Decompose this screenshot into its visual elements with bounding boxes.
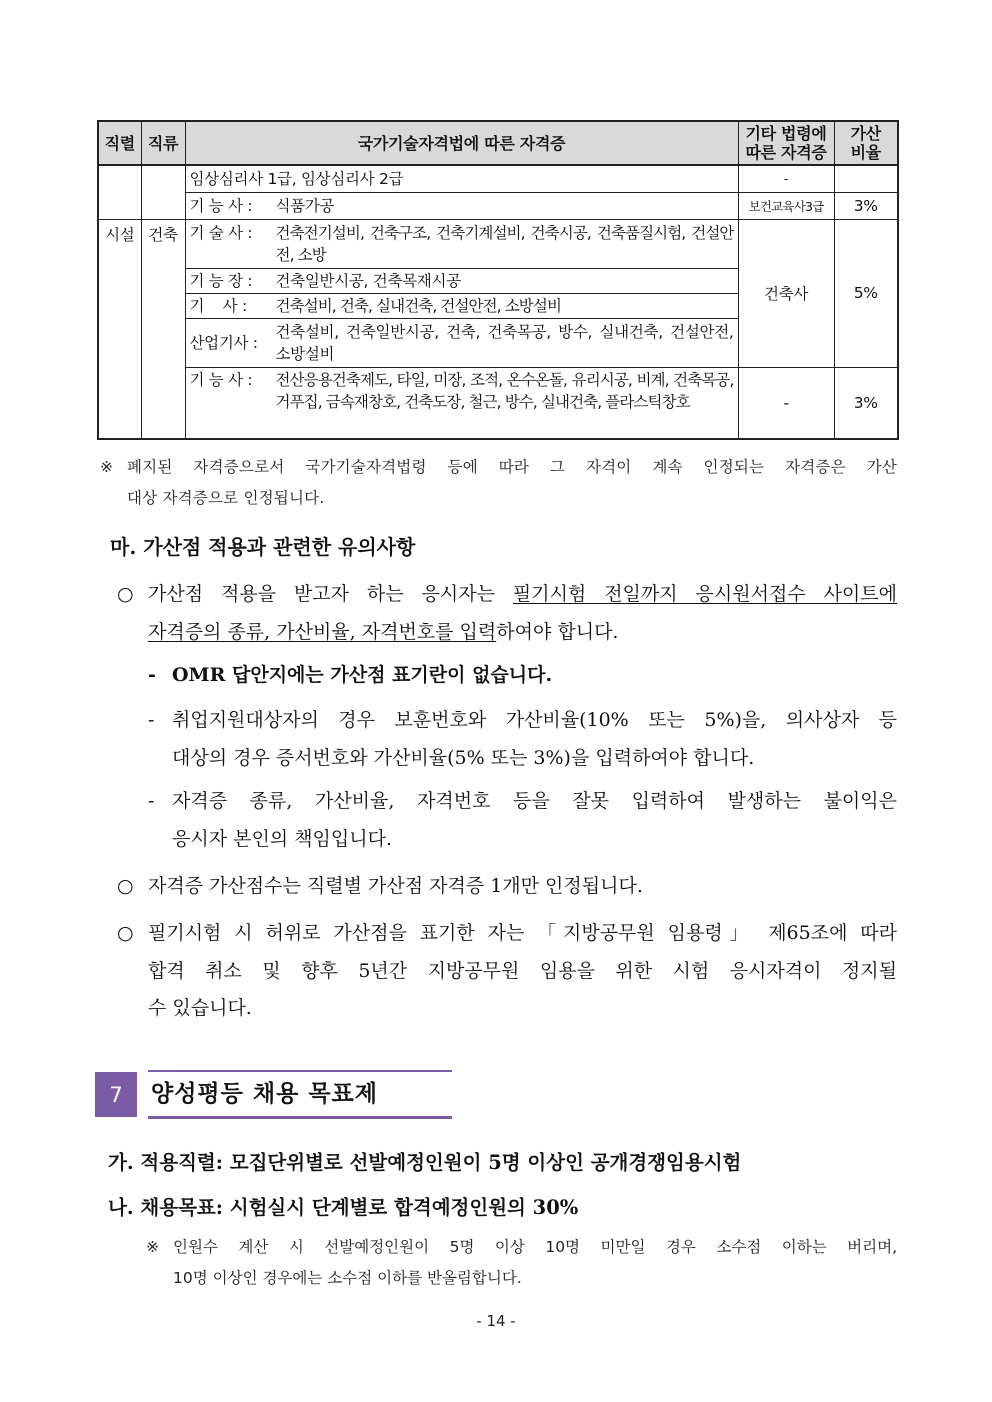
section-heading: 마. 가산점 적용과 관련한 유의사항 xyxy=(110,535,416,559)
cell-rate: 3% xyxy=(834,192,898,219)
page-number: - 14 - xyxy=(476,1312,516,1330)
bullet-circle: ○ xyxy=(117,875,134,897)
qual-text: 건축설비, 건축일반시공, 건축, 건축목공, 방수, 실내건축, 건설안전, 소방설비 xyxy=(275,323,734,363)
underlined-text: 필기시험 전일까지 응시원서접수 사이트에 xyxy=(512,583,897,605)
note-line: 인원수 계산 시 선발예정인원이 5명 이상 10명 미만일 경우 소수점 이하는 버리며, xyxy=(173,1238,897,1256)
dash-line: 응시자 본인의 책임입니다. xyxy=(172,827,393,850)
bullet-text: 하여야 합니다. xyxy=(496,620,619,643)
bullet-line xyxy=(117,576,897,614)
cell-industrial-engineer xyxy=(185,318,738,367)
qual-label: 산업기사 : xyxy=(189,334,263,352)
qual-text: 건축전기설비, 건축구조, 건축기계설비, 건축시공, 건축품질시험, 건설안전, 소방 xyxy=(275,224,734,264)
cell-other-law: - xyxy=(738,165,834,192)
cell-other-law: - xyxy=(738,367,834,439)
qual-text: 건축일반시공, 건축목재시공 xyxy=(275,272,461,290)
dash-mark: - xyxy=(148,790,155,812)
bullet-circle: ○ xyxy=(117,583,134,605)
header-other-law xyxy=(738,121,834,165)
header-rate xyxy=(834,121,898,165)
table-row xyxy=(98,219,898,268)
dash-line: 대상의 경우 증서번호와 가산비율(5% 또는 3%)을 입력하여야 합니다. xyxy=(172,746,755,769)
cell-clinical-psychologist xyxy=(185,165,738,192)
qual-text: 건축설비, 건축, 실내건축, 건설안전, 소방설비 xyxy=(275,297,562,315)
cell-rate-empty xyxy=(834,165,898,192)
section-title: 양성평등 채용 목표제 xyxy=(151,1081,378,1107)
cell-other-architect: 건축사 xyxy=(738,219,834,367)
dash-item xyxy=(148,702,897,777)
table-row xyxy=(98,192,898,219)
cell-rate: 3% xyxy=(834,367,898,439)
cell-field-architecture: 건축 xyxy=(141,219,185,439)
subsection-ga: 가. 적용직렬: 모집단위별로 선발예정인원이 5명 이상인 공개경쟁임용시험 xyxy=(108,1151,742,1174)
header-rank: 직렬 xyxy=(98,121,141,165)
qual-text: 전산응용건축제도, 타일, 미장, 조적, 온수온돌, 유리시공, 비계, 건축목공, 거푸집, 금속재창호, 건축도장, 철근, 방수, 실내건축, 플라스틱창호 xyxy=(275,370,734,411)
section-number-badge: 7 xyxy=(95,1072,137,1117)
header-field: 직류 xyxy=(141,121,185,165)
qualification-table xyxy=(97,120,899,440)
cell-food-processing xyxy=(185,192,738,219)
dash-item xyxy=(148,657,897,695)
note-line: 10명 이상인 경우에는 소수점 이하를 반올림합니다. xyxy=(173,1269,522,1287)
subsection-na: 나. 채용목표: 시험실시 단계별로 합격예정인원의 30% xyxy=(108,1196,579,1219)
bullet-line: 수 있습니다. xyxy=(148,997,252,1019)
cell-other-law: 보건교육사3급 xyxy=(738,192,834,219)
bullet-line: 자격증 가산점수는 직렬별 가산점 자격증 1개만 인정됩니다. xyxy=(148,875,643,897)
section-title-bottom-rule xyxy=(148,1116,452,1119)
header-rate-line2: 비율 xyxy=(850,143,881,162)
header-other-line2: 따른 자격증 xyxy=(745,143,827,162)
cell-rank-empty xyxy=(98,165,141,219)
qual-label: 기 사 : xyxy=(189,297,252,315)
dash-text: OMR 답안지에는 가산점 표기란이 없습니다. xyxy=(172,664,553,686)
table-header-row xyxy=(98,121,898,165)
qual-label: 기 술 사 : xyxy=(189,224,257,242)
reference-mark: ※ xyxy=(146,1238,159,1256)
bullet-text: 가산점 적용을 받고자 하는 응시자는 xyxy=(148,583,513,605)
cell-rank-facility: 시설 xyxy=(98,219,141,439)
qual-label: 기 능 사 : xyxy=(189,197,257,215)
dash-mark: - xyxy=(148,664,156,686)
bullet-item xyxy=(117,868,897,906)
bullet-line: 합격 취소 및 향후 5년간 지방공무원 임용을 위한 시험 응시자격이 정지될 xyxy=(148,959,897,982)
dash-line: 자격증 종류, 가산비율, 자격번호 등을 잘못 입력하여 발생하는 불이익은 xyxy=(172,790,897,812)
underlined-text: 자격증의 종류, 가산비율, 자격번호를 입력 xyxy=(148,620,497,643)
cell-master-craftsman xyxy=(185,268,738,293)
header-rate-line1: 가산 xyxy=(850,124,881,143)
cell-field-empty xyxy=(141,165,185,219)
note-line: 폐지된 자격증으로서 국가기술자격법령 등에 따라 그 자격이 계속 인정되는 자격증은 가산 xyxy=(127,458,897,476)
table-row xyxy=(98,165,898,192)
cell-craftsman xyxy=(185,367,738,439)
dash-item xyxy=(148,783,897,858)
cell-engineer xyxy=(185,293,738,318)
note-line: 대상 자격증으로 인정됩니다. xyxy=(127,489,325,507)
table-row xyxy=(98,367,898,439)
header-national-qualification: 국가기술자격법에 따른 자격증 xyxy=(185,121,738,165)
reference-mark: ※ xyxy=(100,458,114,476)
header-other-line1: 기타 법령에 xyxy=(745,124,827,143)
qual-text: 식품가공 xyxy=(275,197,335,215)
cell-technician xyxy=(185,219,738,268)
bullet-item xyxy=(117,576,897,651)
qual-label: 기 능 장 : xyxy=(189,272,257,290)
dash-line: 취업지원대상자의 경우 보훈번호와 가산비율(10% 또는 5%)을, 의사상자 등 xyxy=(172,709,897,731)
bullet-line xyxy=(117,614,897,652)
abolished-qualification-note xyxy=(100,452,897,514)
cell-rate: 5% xyxy=(834,219,898,367)
dash-mark: - xyxy=(148,709,155,731)
bullet-circle: ○ xyxy=(117,922,134,944)
clinical-psychologist-text: 임상심리사 1급, 임상심리사 2급 xyxy=(189,170,404,189)
bullet-item xyxy=(117,915,897,1028)
qual-label: 기 능 사 : xyxy=(189,370,257,389)
headcount-note xyxy=(146,1232,897,1294)
bullet-line: 필기시험 시 허위로 가산점을 표기한 자는 「지방공무원 임용령」 제65조에 따라 xyxy=(148,922,897,944)
